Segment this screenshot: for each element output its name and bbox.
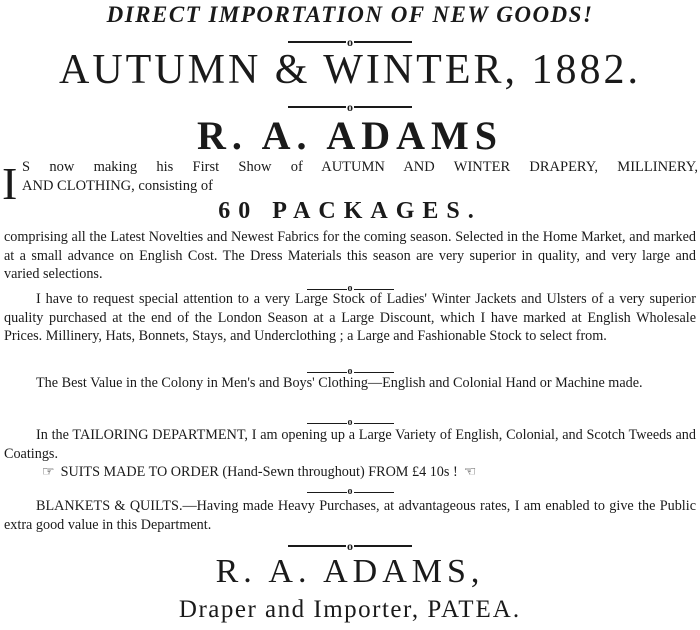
separator-ornament: o	[347, 283, 353, 294]
footer-role	[0, 596, 700, 624]
paragraph-novelties: comprising all the Latest Novelties and Newest Fabrics for the coming season. Selected in the Home Market, and marked at a small advance on English Cost. The Dress Materials this season are very superior in quality, and very large and varied selections.	[4, 229, 696, 282]
headline-tagline: DIRECT IMPORTATION OF NEW GOODS!	[106, 2, 594, 27]
suits-text: SUITS MADE TO ORDER (Hand-Sewn throughout) FROM £4 10s !	[60, 464, 458, 480]
footer-merchant: R. A. ADAMS,	[215, 553, 485, 590]
separator-rule	[0, 101, 700, 113]
separator-rule	[0, 540, 700, 552]
suits-line	[42, 463, 476, 482]
footer-place: PATEA.	[427, 596, 522, 623]
separator-ornament: o	[347, 366, 353, 377]
separator-ornament: o	[347, 539, 353, 553]
intro-line: AND CLOTHING, consisting of	[22, 178, 213, 194]
pointing-hand-left-icon: ☜	[463, 465, 477, 480]
headline-packages: 60 PACKAGES.	[218, 198, 482, 224]
pointing-hand-right-icon: ☞	[42, 465, 55, 480]
drop-cap: I	[2, 158, 18, 209]
separator-ornament: o	[347, 486, 353, 497]
paragraph-jackets: I have to request special attention to a very Large Stock of Ladies' Winter Jackets and Ulsters of a very superior quality purchased at the end of the London Season at a Large Discount, which I have marked at English Wholesale Prices. Millinery, Hats, Bonnets, Stays, and Underclothing ; a Large and Fashionable Stock to select from.	[4, 291, 696, 344]
footer-role-text: Draper and Importer,	[178, 596, 420, 623]
paragraph-blankets: BLANKETS & QUILTS.—Having made Heavy Purchases, at advantageous rates, I am enabled to give the Public extra good value in this Department.	[4, 498, 696, 533]
paragraph-clothing: The Best Value in the Colony in Men's and Boys' Clothing—English and Colonial Hand or Machine made.	[36, 375, 643, 391]
headline-merchant: R. A. ADAMS	[196, 113, 504, 158]
headline-season: AUTUMN & WINTER, 1882.	[58, 47, 642, 93]
separator-ornament: o	[347, 417, 353, 428]
paragraph-tailoring: In the TAILORING DEPARTMENT, I am opening up a Large Variety of English, Colonial, and Scotch Tweeds and Coatings.	[4, 427, 696, 462]
separator-ornament: o	[347, 35, 353, 49]
intro-line: S now making his First Show of AUTUMN AND WINTER DRAPERY, MILLINERY,	[22, 159, 698, 175]
separator-ornament: o	[347, 100, 353, 114]
